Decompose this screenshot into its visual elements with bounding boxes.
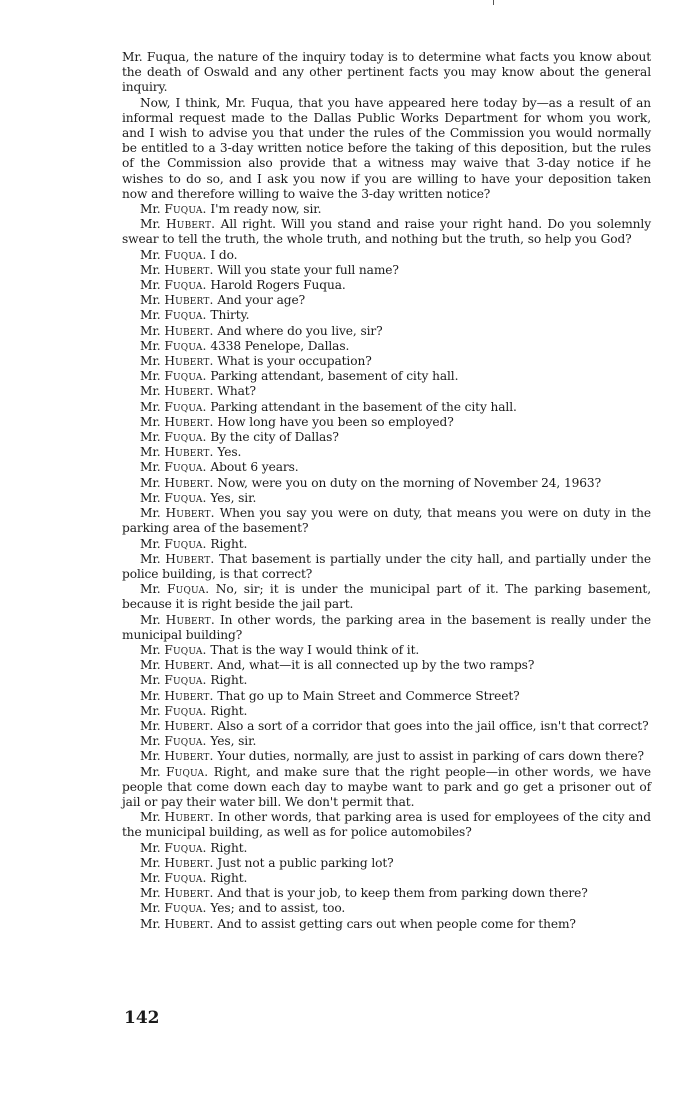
speaker-honorific: Mr. xyxy=(140,217,161,232)
speaker-honorific: Mr. xyxy=(140,734,161,749)
speaker-honorific: Mr. xyxy=(140,247,161,262)
speaker-honorific: Mr. xyxy=(140,399,161,414)
testimony-paragraph xyxy=(122,400,651,415)
transcript-body xyxy=(122,50,651,932)
speaker-name: Hubert. xyxy=(164,262,214,277)
speaker-name: Hubert. xyxy=(164,475,214,490)
testimony-paragraph xyxy=(122,856,651,871)
paragraph-text: I'm ready now, sir. xyxy=(210,202,322,217)
testimony-paragraph xyxy=(122,719,651,734)
paragraph-text: Now, I think, Mr. Fuqua, that you have appeared here today by—as a result of an informal request made to the Dallas Public Works Department for whom you work, and I wish to advise you that under the rules of the Commission you would normally be entitled to a 3-day written notice before the taking of this deposition, but the rules of the Commission also provide that a witness may waive that 3-day notice if he wishes to do so, and I ask you now if you are willing to have your deposition taken now and therefore willing to waive the 3-day written notice? xyxy=(122,95,651,201)
speaker-honorific: Mr. xyxy=(140,369,161,384)
speaker-honorific: Mr. xyxy=(140,536,161,551)
paragraph-text: In other words, that parking area is used for employees of the city and the municipal building, as well as for police automobiles? xyxy=(122,810,652,840)
speaker-honorific: Mr. xyxy=(140,278,161,293)
paragraph-text: And your age? xyxy=(217,293,306,308)
speaker-name: Fuqua. xyxy=(164,840,207,855)
testimony-paragraph xyxy=(122,582,651,612)
speaker-name: Hubert. xyxy=(164,688,214,703)
paragraph-text: And to assist getting cars out when people come for them? xyxy=(217,916,576,931)
speaker-name: Hubert. xyxy=(164,886,214,901)
speaker-honorific: Mr. xyxy=(140,916,161,931)
speaker-honorific: Mr. xyxy=(140,323,161,338)
speaker-name: Fuqua. xyxy=(164,308,207,323)
paragraph-text: Right. xyxy=(210,870,248,885)
speaker-honorific: Mr. xyxy=(140,764,161,779)
paragraph-text: By the city of Dallas? xyxy=(210,430,339,445)
paragraph-text: That is the way I would think of it. xyxy=(210,642,420,657)
speaker-name: Hubert. xyxy=(165,506,215,521)
testimony-paragraph xyxy=(122,460,651,475)
speaker-honorific: Mr. xyxy=(140,658,161,673)
speaker-name: Fuqua. xyxy=(167,582,210,597)
speaker-name: Hubert. xyxy=(164,445,214,460)
paragraph-text: That go up to Main Street and Commerce Street? xyxy=(217,688,520,703)
testimony-paragraph xyxy=(122,537,651,552)
speaker-honorific: Mr. xyxy=(140,384,161,399)
speaker-name: Fuqua. xyxy=(164,642,207,657)
speaker-name: Hubert. xyxy=(164,810,214,825)
testimony-paragraph xyxy=(122,354,651,369)
testimony-paragraph xyxy=(122,886,651,901)
testimony-paragraph xyxy=(122,445,651,460)
speaker-honorific: Mr. xyxy=(140,718,161,733)
paragraph-text: Your duties, normally, are just to assist in parking of cars down there? xyxy=(217,749,644,764)
testimony-paragraph xyxy=(122,749,651,764)
speaker-name: Fuqua. xyxy=(166,764,209,779)
speaker-honorific: Mr. xyxy=(140,354,161,369)
testimony-paragraph xyxy=(122,841,651,856)
testimony-paragraph xyxy=(122,689,651,704)
speaker-honorific: Mr. xyxy=(140,582,161,597)
testimony-paragraph xyxy=(122,263,651,278)
speaker-name: Fuqua. xyxy=(164,369,207,384)
speaker-name: Hubert. xyxy=(164,293,214,308)
paragraph-text: What is your occupation? xyxy=(217,354,372,369)
testimony-paragraph xyxy=(122,217,651,247)
paragraph-text: Harold Rogers Fuqua. xyxy=(210,278,346,293)
paragraph-text: Right. xyxy=(210,673,248,688)
paragraph-text: Mr. Fuqua, the nature of the inquiry today is to determine what facts you know about the death of Oswald and any other pertinent facts you may know about the general inquiry. xyxy=(122,50,651,95)
paragraph-text: When you say you were on duty, that means you were on duty in the parking area of the basement? xyxy=(122,506,652,536)
scan-edge-mark xyxy=(493,0,494,5)
paragraph-text: Just not a public parking lot? xyxy=(217,855,394,870)
paragraph-text: Thirty. xyxy=(210,308,250,323)
speaker-honorific: Mr. xyxy=(140,445,161,460)
speaker-honorific: Mr. xyxy=(140,749,161,764)
paragraph-text: And where do you live, sir? xyxy=(217,323,383,338)
speaker-name: Hubert. xyxy=(165,612,215,627)
speaker-name: Hubert. xyxy=(164,354,214,369)
testimony-paragraph xyxy=(122,506,651,536)
speaker-honorific: Mr. xyxy=(140,688,161,703)
speaker-honorific: Mr. xyxy=(140,506,161,521)
testimony-paragraph xyxy=(122,704,651,719)
speaker-honorific: Mr. xyxy=(140,703,161,718)
narrative-paragraph xyxy=(122,50,651,96)
speaker-name: Fuqua. xyxy=(164,278,207,293)
speaker-name: Fuqua. xyxy=(164,490,207,505)
paragraph-text: About 6 years. xyxy=(210,460,299,475)
speaker-name: Hubert. xyxy=(164,414,214,429)
page-number: 142 xyxy=(124,1008,160,1028)
speaker-honorific: Mr. xyxy=(140,293,161,308)
testimony-paragraph xyxy=(122,491,651,506)
speaker-name: Fuqua. xyxy=(164,673,207,688)
speaker-name: Fuqua. xyxy=(164,734,207,749)
speaker-name: Hubert. xyxy=(165,217,216,232)
speaker-name: Hubert. xyxy=(164,749,214,764)
speaker-honorific: Mr. xyxy=(140,612,161,627)
testimony-paragraph xyxy=(122,324,651,339)
paragraph-text: Also a sort of a corridor that goes into the jail office, isn't that correct? xyxy=(217,718,649,733)
speaker-name: Fuqua. xyxy=(164,536,207,551)
testimony-paragraph xyxy=(122,278,651,293)
speaker-honorific: Mr. xyxy=(140,338,161,353)
speaker-name: Fuqua. xyxy=(164,202,207,217)
paragraph-text: Right. xyxy=(210,840,248,855)
testimony-paragraph xyxy=(122,552,651,582)
paragraph-text: Yes. xyxy=(217,445,242,460)
testimony-paragraph xyxy=(122,613,651,643)
testimony-paragraph xyxy=(122,673,651,688)
speaker-honorific: Mr. xyxy=(140,551,161,566)
speaker-name: Hubert. xyxy=(164,323,214,338)
speaker-honorific: Mr. xyxy=(140,414,161,429)
paragraph-text: 4338 Penelope, Dallas. xyxy=(210,338,350,353)
speaker-honorific: Mr. xyxy=(140,262,161,277)
paragraph-text: Parking attendant in the basement of the city hall. xyxy=(210,399,517,414)
speaker-name: Fuqua. xyxy=(164,901,207,916)
testimony-paragraph xyxy=(122,415,651,430)
paragraph-text: How long have you been so employed? xyxy=(217,414,454,429)
speaker-honorific: Mr. xyxy=(140,886,161,901)
testimony-paragraph xyxy=(122,901,651,916)
paragraph-text: Yes, sir. xyxy=(210,490,257,505)
testimony-paragraph xyxy=(122,658,651,673)
speaker-honorific: Mr. xyxy=(140,460,161,475)
paragraph-text: And, what—it is all connected up by the two ramps? xyxy=(217,658,535,673)
speaker-name: Fuqua. xyxy=(164,870,207,885)
testimony-paragraph xyxy=(122,476,651,491)
speaker-name: Hubert. xyxy=(164,384,214,399)
paragraph-text: In other words, the parking area in the basement is really under the municipal building? xyxy=(122,612,652,642)
paragraph-text: Right. xyxy=(210,536,248,551)
paragraph-text: I do. xyxy=(210,247,238,262)
testimony-paragraph xyxy=(122,430,651,445)
speaker-honorific: Mr. xyxy=(140,840,161,855)
testimony-paragraph xyxy=(122,248,651,263)
testimony-paragraph xyxy=(122,293,651,308)
speaker-honorific: Mr. xyxy=(140,901,161,916)
speaker-honorific: Mr. xyxy=(140,202,161,217)
speaker-name: Hubert. xyxy=(164,718,214,733)
speaker-name: Hubert. xyxy=(164,658,214,673)
paragraph-text: Yes, sir. xyxy=(210,734,257,749)
paragraph-text: No, sir; it is under the municipal part of it. The parking basement, because it is right beside the jail part. xyxy=(122,582,651,612)
speaker-honorific: Mr. xyxy=(140,308,161,323)
speaker-honorific: Mr. xyxy=(140,810,161,825)
narrative-paragraph xyxy=(122,96,651,202)
speaker-honorific: Mr. xyxy=(140,673,161,688)
testimony-paragraph xyxy=(122,765,651,811)
paragraph-text: What? xyxy=(217,384,256,399)
speaker-honorific: Mr. xyxy=(140,475,161,490)
testimony-paragraph xyxy=(122,369,651,384)
speaker-honorific: Mr. xyxy=(140,855,161,870)
speaker-name: Hubert. xyxy=(164,855,214,870)
paragraph-text: Yes; and to assist, too. xyxy=(210,901,346,916)
paragraph-text: And that is your job, to keep them from parking down there? xyxy=(217,886,588,901)
paragraph-text: Parking attendant, basement of city hall. xyxy=(210,369,459,384)
testimony-paragraph xyxy=(122,917,651,932)
paragraph-text: Right, and make sure that the right people—in other words, we have people that come down each day to maybe want to park and go get a prisoner out of jail or pay their water bill. We don't permit that. xyxy=(122,764,651,809)
testimony-paragraph xyxy=(122,308,651,323)
speaker-name: Fuqua. xyxy=(164,460,207,475)
paragraph-text: Right. xyxy=(210,703,248,718)
speaker-name: Fuqua. xyxy=(164,247,207,262)
speaker-name: Hubert. xyxy=(165,551,215,566)
speaker-name: Fuqua. xyxy=(164,703,207,718)
testimony-paragraph xyxy=(122,339,651,354)
speaker-name: Fuqua. xyxy=(164,430,207,445)
speaker-honorific: Mr. xyxy=(140,430,161,445)
paragraph-text: That basement is partially under the city hall, and partially under the police building, is that correct? xyxy=(122,551,651,581)
speaker-honorific: Mr. xyxy=(140,490,161,505)
speaker-honorific: Mr. xyxy=(140,870,161,885)
speaker-name: Fuqua. xyxy=(164,338,207,353)
testimony-paragraph xyxy=(122,810,651,840)
testimony-paragraph xyxy=(122,643,651,658)
speaker-name: Hubert. xyxy=(164,916,214,931)
testimony-paragraph xyxy=(122,384,651,399)
testimony-paragraph xyxy=(122,202,651,217)
speaker-name: Fuqua. xyxy=(164,399,207,414)
paragraph-text: All right. Will you stand and raise your right hand. Do you solemnly swear to tell the truth, the whole truth, and nothing but the truth, so help you God? xyxy=(122,217,651,247)
paragraph-text: Will you state your full name? xyxy=(217,262,399,277)
testimony-paragraph xyxy=(122,734,651,749)
speaker-honorific: Mr. xyxy=(140,642,161,657)
paragraph-text: Now, were you on duty on the morning of November 24, 1963? xyxy=(217,475,601,490)
testimony-paragraph xyxy=(122,871,651,886)
